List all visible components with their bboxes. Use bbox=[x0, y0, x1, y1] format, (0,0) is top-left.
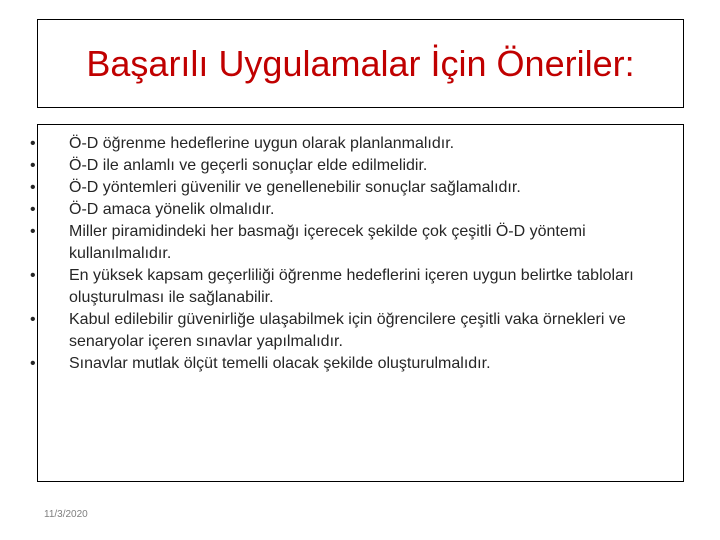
bullet-item bbox=[30, 177, 690, 199]
bullet-item bbox=[30, 133, 690, 155]
bullet-text: Ö-D amaca yönelik olmalıdır. bbox=[69, 201, 275, 218]
bullet-icon: • bbox=[30, 267, 36, 284]
bullet-text: Ö-D yöntemleri güvenilir ve genellenebilir sonuçlar sağlamalıdır. bbox=[69, 179, 521, 196]
bullet-text: Kabul edilebilir güvenirliğe ulaşabilmek için öğrencilere çeşitli vaka örnekleri ve senaryolar içeren sınavlar yapılmalıdır. bbox=[69, 311, 626, 350]
bullet-item bbox=[30, 155, 690, 177]
bullet-icon: • bbox=[30, 201, 36, 218]
bullet-item bbox=[30, 309, 690, 353]
slide-date: 11/3/2020 bbox=[44, 509, 88, 520]
bullet-text: Ö-D öğrenme hedeflerine uygun olarak planlanmalıdır. bbox=[69, 135, 455, 152]
title-box bbox=[37, 19, 684, 108]
bullet-item bbox=[30, 199, 690, 221]
bullet-icon: • bbox=[30, 311, 36, 328]
bullet-text: En yüksek kapsam geçerliliği öğrenme hedeflerini içeren uygun belirtke tabloları oluşturulması ile sağlanabilir. bbox=[69, 267, 634, 306]
bullet-icon: • bbox=[30, 355, 36, 372]
bullet-item bbox=[30, 265, 690, 309]
bullet-icon: • bbox=[30, 223, 36, 240]
slide-title: Başarılı Uygulamalar İçin Öneriler: bbox=[86, 42, 635, 84]
bullet-text: Sınavlar mutlak ölçüt temelli olacak şekilde oluşturulmalıdır. bbox=[69, 355, 491, 372]
bullet-text: Ö-D ile anlamlı ve geçerli sonuçlar elde edilmelidir. bbox=[69, 157, 428, 174]
bullet-list bbox=[30, 133, 690, 375]
bullet-item bbox=[30, 221, 690, 265]
bullet-item bbox=[30, 353, 690, 375]
bullet-icon: • bbox=[30, 179, 36, 196]
bullet-icon: • bbox=[30, 135, 36, 152]
bullet-text: Miller piramidindeki her basmağı içerecek şekilde çok çeşitli Ö-D yöntemi kullanılmalıdır. bbox=[69, 223, 586, 262]
bullet-icon: • bbox=[30, 157, 36, 174]
